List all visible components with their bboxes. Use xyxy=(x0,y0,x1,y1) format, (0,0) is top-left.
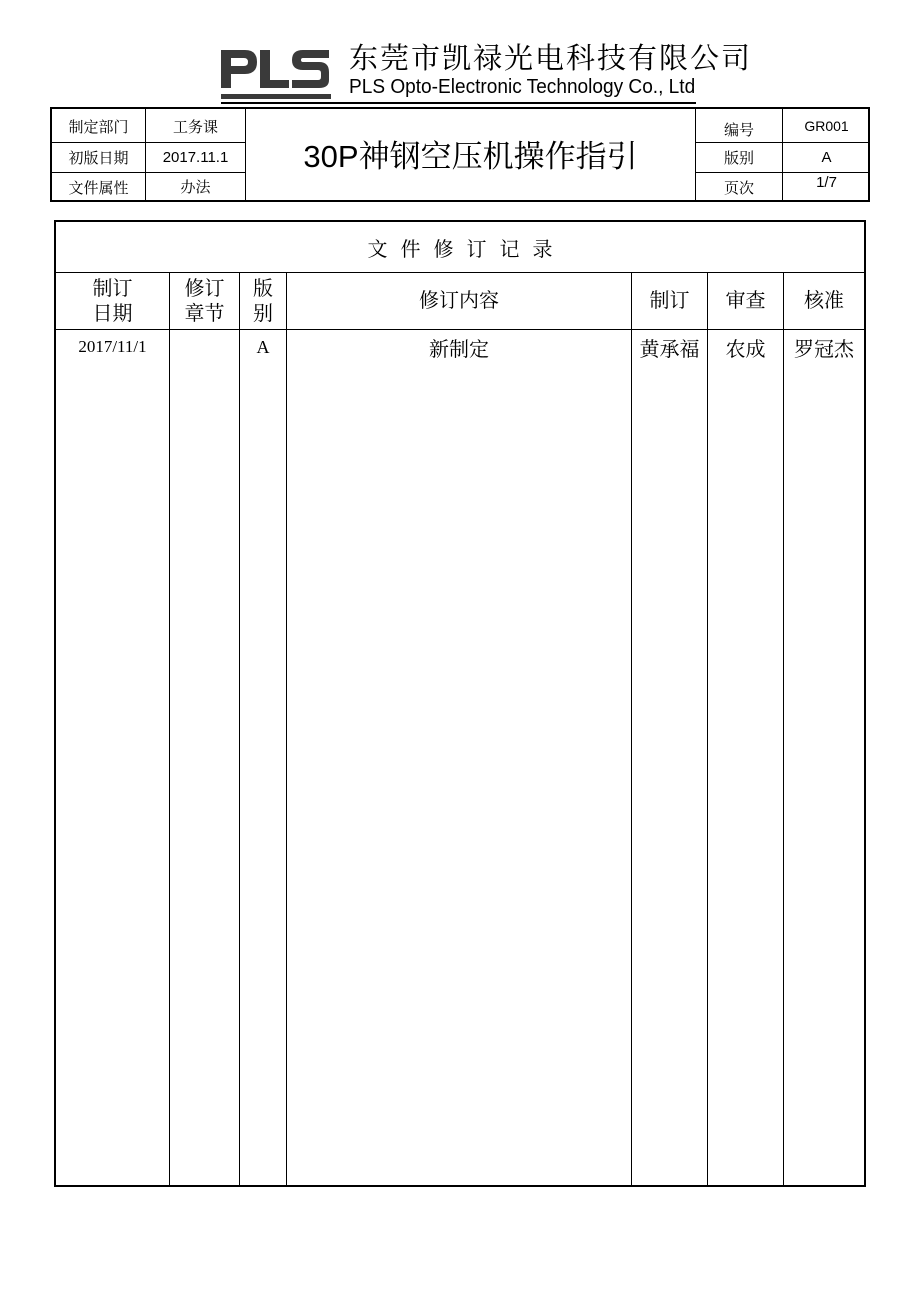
attr-label: 文件属性 xyxy=(68,179,129,197)
col-header-made-by: 制订 xyxy=(649,288,690,312)
col-header-version: 版 别 xyxy=(253,275,273,325)
revision-record-table xyxy=(54,220,866,1187)
col-header-reviewed-by: 审查 xyxy=(725,288,766,312)
row-content: 新制定 xyxy=(429,336,489,361)
document-info-table xyxy=(50,107,870,202)
dept-label: 制定部门 xyxy=(68,118,129,136)
dept-value: 工务课 xyxy=(172,118,218,136)
company-name-cn: 东莞市凯禄光电科技有限公司 xyxy=(349,41,753,75)
col-header-content: 修订内容 xyxy=(419,288,499,312)
page-label: 页次 xyxy=(723,179,754,197)
row-approved-by: 罗冠杰 xyxy=(794,336,854,361)
doc-number-value: GR001 xyxy=(804,117,849,134)
row-reviewed-by: 农成 xyxy=(725,336,766,361)
col-header-date: 制订 日期 xyxy=(92,275,133,325)
col-header-chapter: 修订 章节 xyxy=(184,275,225,325)
company-name xyxy=(349,40,753,99)
doc-number-label: 编号 xyxy=(723,121,754,139)
row-made-by: 黄承福 xyxy=(639,336,700,361)
row-version: A xyxy=(256,336,270,357)
first-date-label: 初版日期 xyxy=(68,149,129,167)
document-title: 30P神钢空压机操作指引 xyxy=(303,139,638,174)
version-label: 版别 xyxy=(723,149,754,167)
revision-table-title: 文件修订记录 xyxy=(367,236,566,261)
row-date: 2017/11/1 xyxy=(78,337,147,356)
attr-value: 办法 xyxy=(180,178,211,196)
company-logo xyxy=(221,44,331,102)
col-header-approved-by: 核准 xyxy=(804,288,844,312)
first-date-value: 2017.11.1 xyxy=(162,149,229,166)
version-value: A xyxy=(821,149,832,166)
header-divider xyxy=(221,102,696,104)
row-chapter xyxy=(170,332,239,362)
company-name-en: PLS Opto-Electronic Technology Co., Ltd xyxy=(349,75,696,98)
page-value: 1/7 xyxy=(816,174,837,191)
